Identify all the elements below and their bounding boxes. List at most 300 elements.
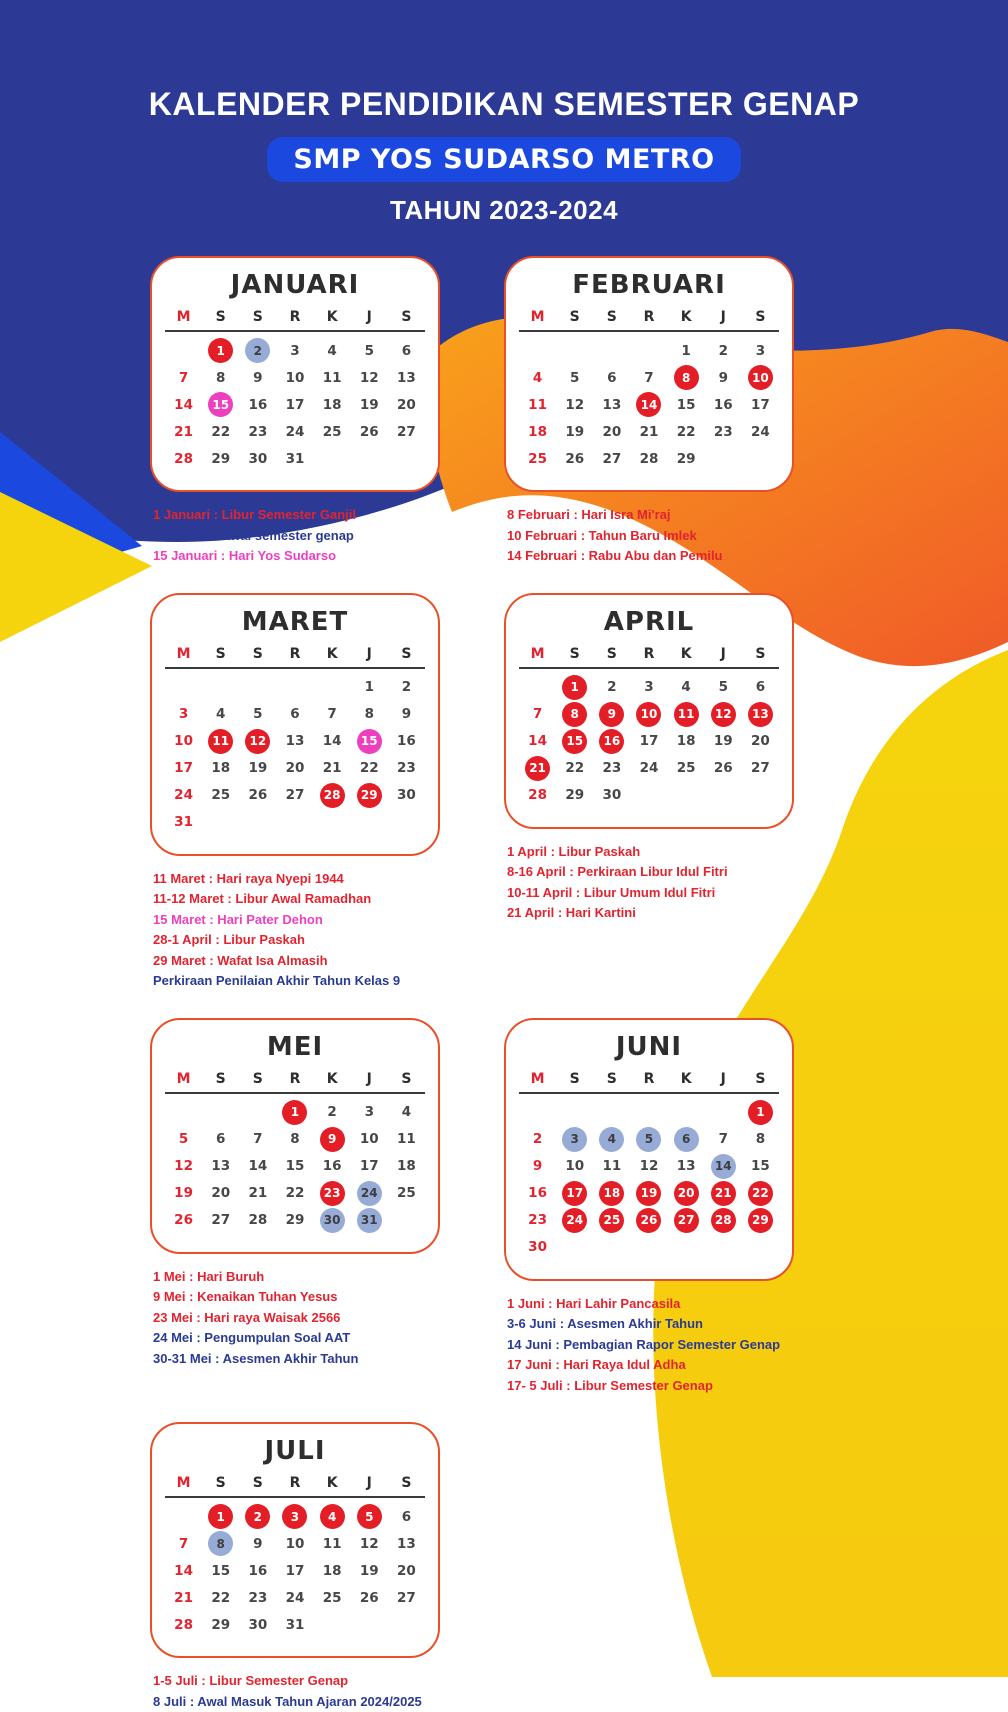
date-number: 30	[528, 1239, 547, 1255]
date-cell	[593, 1153, 630, 1180]
week-row	[519, 1180, 779, 1207]
note-line: 14 Juni : Pembagian Rapor Semester Genap	[507, 1335, 794, 1356]
date-number: 26	[248, 787, 267, 803]
date-cell	[165, 445, 202, 472]
date-cell	[314, 1153, 351, 1180]
date-cell	[239, 1099, 276, 1126]
date-cell	[239, 418, 276, 445]
date-number: 9	[402, 706, 411, 722]
week-row	[519, 728, 779, 755]
date-cell	[388, 1584, 425, 1611]
date-cell	[314, 364, 351, 391]
date-number: 7	[179, 1536, 188, 1552]
date-cell	[668, 391, 705, 418]
date-cell	[742, 418, 779, 445]
day-header-label: M	[519, 1069, 556, 1089]
date-number: 22	[211, 424, 230, 440]
month-block-januari	[150, 256, 440, 567]
date-cell	[668, 364, 705, 391]
date-red-mark: 18	[599, 1181, 624, 1206]
date-number: 26	[360, 1590, 379, 1606]
day-header-label: R	[276, 644, 313, 664]
date-red-mark: 29	[357, 783, 382, 808]
date-number: 6	[402, 343, 411, 359]
day-header-label: S	[239, 644, 276, 664]
date-cell	[593, 337, 630, 364]
date-cell	[593, 418, 630, 445]
date-cell	[705, 364, 742, 391]
date-cell	[630, 674, 667, 701]
date-red-mark: 27	[674, 1208, 699, 1233]
date-number: 20	[602, 424, 621, 440]
day-header-row	[165, 1069, 425, 1094]
date-cell	[556, 1207, 593, 1234]
date-red-mark: 10	[636, 702, 661, 727]
date-cell	[276, 1126, 313, 1153]
date-cell	[165, 391, 202, 418]
date-number: 7	[327, 706, 336, 722]
date-number: 28	[248, 1212, 267, 1228]
date-number: 11	[323, 1536, 342, 1552]
date-cell	[705, 391, 742, 418]
date-cell	[202, 1180, 239, 1207]
date-cell	[705, 1180, 742, 1207]
date-number: 1	[365, 679, 374, 695]
date-number: 18	[323, 397, 342, 413]
date-red-mark: 16	[599, 729, 624, 754]
date-cell	[239, 1584, 276, 1611]
date-cell	[165, 782, 202, 809]
date-cell	[239, 364, 276, 391]
date-number: 8	[365, 706, 374, 722]
notes-februari	[507, 505, 794, 567]
month-title-april: APRIL	[519, 607, 779, 637]
date-number: 29	[211, 451, 230, 467]
month-card-januari	[150, 256, 440, 492]
date-cell	[388, 418, 425, 445]
date-red-mark: 3	[282, 1504, 307, 1529]
date-cell	[388, 1126, 425, 1153]
date-number: 17	[751, 397, 770, 413]
date-cell	[351, 1503, 388, 1530]
week-row	[165, 755, 425, 782]
date-number: 5	[719, 679, 728, 695]
date-number: 27	[602, 451, 621, 467]
date-red-mark: 5	[357, 1504, 382, 1529]
date-number: 23	[602, 760, 621, 776]
date-number: 17	[640, 733, 659, 749]
day-header-label: J	[705, 307, 742, 327]
date-cell	[388, 728, 425, 755]
month-card-juni	[504, 1018, 794, 1281]
date-cell	[239, 337, 276, 364]
date-cell	[742, 445, 779, 472]
month-title-januari: JANUARI	[165, 270, 425, 300]
date-cell	[593, 701, 630, 728]
day-header-label: S	[742, 307, 779, 327]
date-cell	[239, 1180, 276, 1207]
date-cell	[202, 1099, 239, 1126]
date-red-mark: 22	[748, 1181, 773, 1206]
date-number: 18	[397, 1158, 416, 1174]
date-number: 17	[174, 760, 193, 776]
date-cell	[705, 1126, 742, 1153]
date-red-mark: 9	[599, 702, 624, 727]
date-cell	[556, 1153, 593, 1180]
date-cell	[593, 391, 630, 418]
date-cell	[202, 1530, 239, 1557]
date-number: 13	[677, 1158, 696, 1174]
date-number: 3	[644, 679, 653, 695]
date-cell	[239, 1126, 276, 1153]
date-number: 16	[528, 1185, 547, 1201]
day-header-label: R	[630, 644, 667, 664]
date-number: 12	[640, 1158, 659, 1174]
date-cell	[630, 364, 667, 391]
date-cell	[519, 674, 556, 701]
date-cell	[630, 1099, 667, 1126]
date-cell	[742, 674, 779, 701]
date-cell	[202, 1153, 239, 1180]
date-cell	[668, 418, 705, 445]
note-line: 28-1 April : Libur Paskah	[153, 930, 440, 951]
date-red-mark: 21	[711, 1181, 736, 1206]
day-header-label: J	[705, 644, 742, 664]
date-cell	[705, 728, 742, 755]
date-cell	[519, 1126, 556, 1153]
date-number: 29	[677, 451, 696, 467]
date-cell	[202, 1584, 239, 1611]
date-cell	[165, 1611, 202, 1638]
date-cell	[276, 1180, 313, 1207]
note-line: 23 Mei : Hari raya Waisak 2566	[153, 1308, 440, 1329]
date-number: 18	[677, 733, 696, 749]
date-red-mark: 1	[282, 1100, 307, 1125]
date-cell	[630, 1234, 667, 1261]
date-cell	[351, 1207, 388, 1234]
date-cell	[165, 418, 202, 445]
date-cell	[314, 445, 351, 472]
date-cell	[388, 1099, 425, 1126]
date-cell	[668, 1099, 705, 1126]
week-row	[519, 1126, 779, 1153]
date-cell	[165, 1099, 202, 1126]
week-row	[165, 728, 425, 755]
date-cell	[351, 782, 388, 809]
date-red-mark: 26	[636, 1208, 661, 1233]
note-line: 15 Maret : Hari Pater Dehon	[153, 910, 440, 931]
date-cell	[388, 809, 425, 836]
date-red-mark: 19	[636, 1181, 661, 1206]
week-row	[165, 391, 425, 418]
date-number: 23	[714, 424, 733, 440]
day-header-label: R	[276, 307, 313, 327]
day-header-label: S	[239, 1069, 276, 1089]
date-cell	[593, 364, 630, 391]
week-row	[165, 1530, 425, 1557]
date-number: 6	[402, 1509, 411, 1525]
date-number: 2	[402, 679, 411, 695]
date-cell	[202, 1126, 239, 1153]
date-cell	[276, 674, 313, 701]
date-cell	[165, 1126, 202, 1153]
date-blue-mark: 24	[357, 1181, 382, 1206]
date-number: 11	[528, 397, 547, 413]
day-header-label: M	[519, 644, 556, 664]
date-number: 12	[565, 397, 584, 413]
day-header-row	[519, 307, 779, 332]
date-red-mark: 10	[748, 365, 773, 390]
date-cell	[314, 1099, 351, 1126]
date-number: 19	[360, 1563, 379, 1579]
notes-april	[507, 842, 794, 924]
date-number: 9	[253, 370, 262, 386]
date-cell	[556, 728, 593, 755]
date-number: 7	[719, 1131, 728, 1147]
date-number: 24	[286, 1590, 305, 1606]
date-cell	[165, 755, 202, 782]
day-header-label: S	[388, 1069, 425, 1089]
day-header-label: K	[314, 307, 351, 327]
date-cell	[630, 1126, 667, 1153]
week-row	[165, 364, 425, 391]
date-cell	[556, 391, 593, 418]
day-header-label: K	[668, 307, 705, 327]
date-cell	[239, 1611, 276, 1638]
date-cell	[705, 782, 742, 809]
date-cell	[165, 1207, 202, 1234]
week-row	[165, 1153, 425, 1180]
date-number: 30	[248, 1617, 267, 1633]
day-header-label: K	[314, 644, 351, 664]
week-row	[165, 1584, 425, 1611]
date-number: 13	[397, 1536, 416, 1552]
date-number: 4	[327, 343, 336, 359]
date-cell	[388, 755, 425, 782]
date-cell	[276, 728, 313, 755]
note-line: 1 Juni : Hari Lahir Pancasila	[507, 1294, 794, 1315]
date-number: 14	[174, 397, 193, 413]
month-card-maret	[150, 593, 440, 856]
week-row	[519, 337, 779, 364]
date-cell	[705, 1099, 742, 1126]
date-number: 20	[751, 733, 770, 749]
date-number: 31	[174, 814, 193, 830]
date-number: 4	[533, 370, 542, 386]
date-cell	[351, 809, 388, 836]
date-cell	[388, 1153, 425, 1180]
date-cell	[556, 418, 593, 445]
date-cell	[705, 445, 742, 472]
date-cell	[314, 1180, 351, 1207]
date-cell	[742, 337, 779, 364]
date-cell	[705, 418, 742, 445]
date-number: 7	[533, 706, 542, 722]
date-cell	[388, 782, 425, 809]
date-number: 25	[323, 1590, 342, 1606]
date-number: 6	[216, 1131, 225, 1147]
date-number: 15	[211, 1563, 230, 1579]
month-title-februari: FEBRUARI	[519, 270, 779, 300]
day-header-label: M	[519, 307, 556, 327]
note-line: 15 Januari : Hari Yos Sudarso	[153, 546, 440, 567]
date-cell	[276, 1503, 313, 1530]
date-cell	[668, 1126, 705, 1153]
date-number: 10	[565, 1158, 584, 1174]
week-row	[165, 674, 425, 701]
date-blue-mark: 8	[208, 1531, 233, 1556]
date-cell	[351, 1584, 388, 1611]
date-cell	[202, 1557, 239, 1584]
day-header-row	[519, 1069, 779, 1094]
date-number: 19	[174, 1185, 193, 1201]
date-blue-mark: 30	[320, 1208, 345, 1233]
note-line: 8 Februari : Hari Isra Mi'raj	[507, 505, 794, 526]
date-number: 9	[533, 1158, 542, 1174]
date-number: 28	[528, 787, 547, 803]
date-cell	[556, 755, 593, 782]
date-cell	[556, 1180, 593, 1207]
date-cell	[239, 782, 276, 809]
date-number: 8	[290, 1131, 299, 1147]
date-number: 14	[323, 733, 342, 749]
date-red-mark: 15	[562, 729, 587, 754]
date-number: 16	[248, 397, 267, 413]
date-number: 21	[323, 760, 342, 776]
date-number: 24	[640, 760, 659, 776]
week-row	[165, 1180, 425, 1207]
date-cell	[239, 445, 276, 472]
date-cell	[314, 782, 351, 809]
date-cell	[239, 1153, 276, 1180]
date-cell	[742, 1207, 779, 1234]
date-number: 12	[360, 1536, 379, 1552]
date-cell	[351, 1611, 388, 1638]
date-cell	[276, 1611, 313, 1638]
month-card-mei	[150, 1018, 440, 1254]
date-cell	[388, 364, 425, 391]
date-cell	[276, 1530, 313, 1557]
date-cell	[351, 755, 388, 782]
date-blue-mark: 31	[357, 1208, 382, 1233]
date-cell	[276, 1153, 313, 1180]
date-number: 27	[397, 1590, 416, 1606]
date-cell	[556, 1126, 593, 1153]
date-cell	[668, 1153, 705, 1180]
date-number: 18	[528, 424, 547, 440]
date-cell	[351, 1126, 388, 1153]
day-header-label: R	[276, 1069, 313, 1089]
month-block-februari	[504, 256, 794, 567]
date-cell	[202, 782, 239, 809]
date-number: 30	[602, 787, 621, 803]
date-number: 26	[360, 424, 379, 440]
date-cell	[165, 364, 202, 391]
date-number: 10	[360, 1131, 379, 1147]
notes-mei	[153, 1267, 440, 1370]
date-number: 9	[719, 370, 728, 386]
week-row	[519, 782, 779, 809]
date-cell	[314, 1584, 351, 1611]
day-header-label: J	[351, 1069, 388, 1089]
date-cell	[351, 1153, 388, 1180]
note-line: 17- 5 Juli : Libur Semester Genap	[507, 1376, 794, 1397]
date-cell	[519, 445, 556, 472]
date-cell	[388, 445, 425, 472]
date-number: 22	[286, 1185, 305, 1201]
date-number: 29	[286, 1212, 305, 1228]
date-cell	[314, 809, 351, 836]
day-header-label: M	[165, 644, 202, 664]
date-number: 31	[286, 1617, 305, 1633]
date-number: 14	[174, 1563, 193, 1579]
date-number: 22	[360, 760, 379, 776]
day-header-label: K	[668, 644, 705, 664]
day-header-label: K	[314, 1473, 351, 1493]
week-row	[165, 1099, 425, 1126]
date-cell	[519, 337, 556, 364]
date-number: 20	[211, 1185, 230, 1201]
date-number: 17	[360, 1158, 379, 1174]
date-number: 28	[174, 1617, 193, 1633]
week-row	[165, 1611, 425, 1638]
date-cell	[630, 337, 667, 364]
date-cell	[351, 1099, 388, 1126]
date-cell	[276, 1099, 313, 1126]
day-header-label: J	[351, 1473, 388, 1493]
date-cell	[276, 1557, 313, 1584]
note-line: 1 Mei : Hari Buruh	[153, 1267, 440, 1288]
note-line: 14 Februari : Rabu Abu dan Pemilu	[507, 546, 794, 567]
date-number: 4	[402, 1104, 411, 1120]
date-red-mark: 1	[562, 675, 587, 700]
date-number: 24	[751, 424, 770, 440]
date-number: 22	[211, 1590, 230, 1606]
date-cell	[351, 701, 388, 728]
date-cell	[519, 1099, 556, 1126]
week-row	[519, 1153, 779, 1180]
date-number: 27	[211, 1212, 230, 1228]
note-line: 29 Maret : Wafat Isa Almasih	[153, 951, 440, 972]
date-number: 27	[286, 787, 305, 803]
date-red-mark: 21	[525, 756, 550, 781]
day-header-label: S	[202, 307, 239, 327]
week-row	[519, 364, 779, 391]
day-header-label: S	[388, 644, 425, 664]
date-cell	[202, 809, 239, 836]
week-row	[519, 1234, 779, 1261]
date-cell	[593, 728, 630, 755]
date-number: 4	[216, 706, 225, 722]
note-line: 8-16 April : Perkiraan Libur Idul Fitri	[507, 862, 794, 883]
date-cell	[519, 755, 556, 782]
date-number: 2	[533, 1131, 542, 1147]
note-line: 1 April : Libur Paskah	[507, 842, 794, 863]
date-number: 7	[644, 370, 653, 386]
date-number: 25	[397, 1185, 416, 1201]
month-title-juli: JULI	[165, 1436, 425, 1466]
date-number: 23	[397, 760, 416, 776]
week-row	[519, 391, 779, 418]
date-number: 10	[286, 1536, 305, 1552]
date-cell	[630, 701, 667, 728]
date-cell	[668, 782, 705, 809]
date-number: 11	[397, 1131, 416, 1147]
date-number: 25	[323, 424, 342, 440]
date-cell	[593, 1099, 630, 1126]
date-red-mark: 13	[748, 702, 773, 727]
date-cell	[202, 364, 239, 391]
